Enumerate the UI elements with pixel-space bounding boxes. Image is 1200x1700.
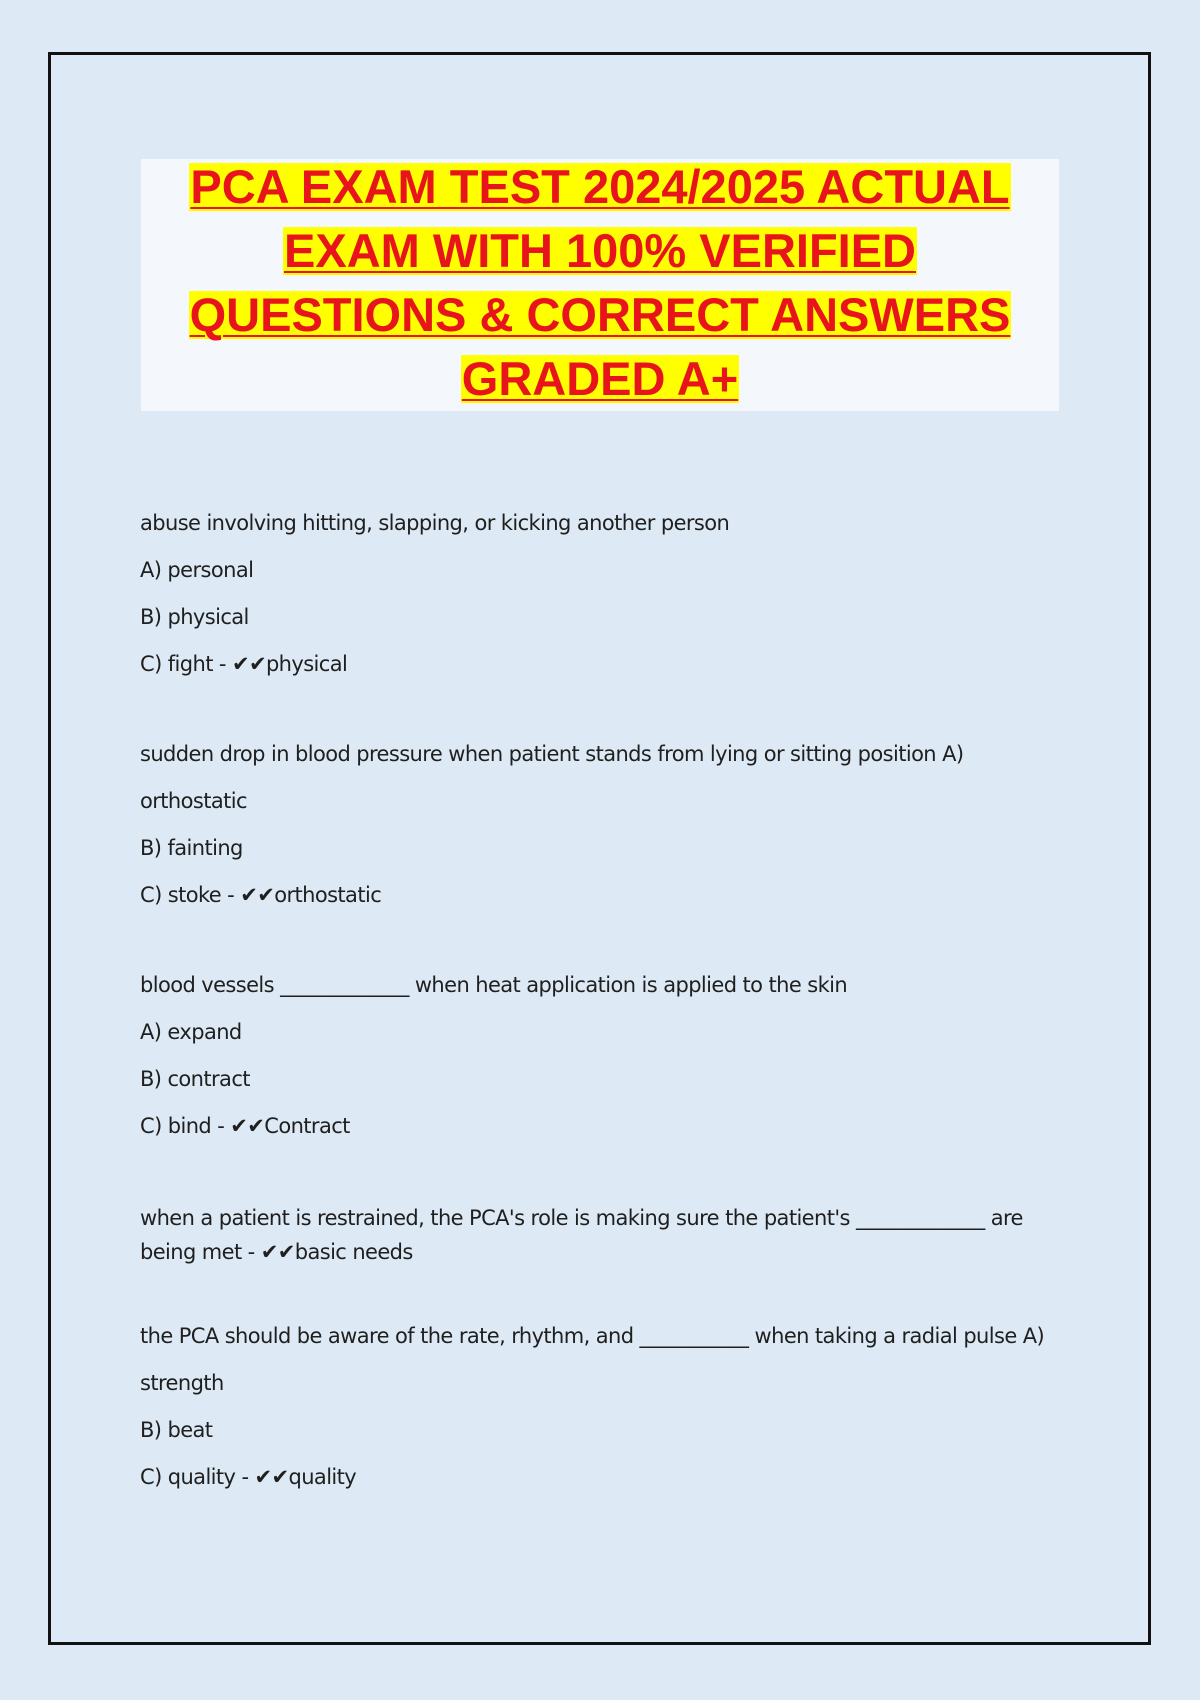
question-text: abuse involving hitting, slapping, or kicking another person xyxy=(140,511,730,535)
question-item xyxy=(140,739,1060,910)
answer-option: C) stoke - ✔✔orthostatic xyxy=(140,883,382,907)
question-item xyxy=(140,970,1060,1141)
answer-option: C) fight - ✔✔physical xyxy=(140,652,348,676)
question-text: sudden drop in blood pressure when patient stands from lying or sitting position A) xyxy=(140,742,964,766)
title-line: GRADED A+ xyxy=(461,352,739,405)
title-line: QUESTIONS & CORRECT ANSWERS xyxy=(189,288,1011,341)
question-list xyxy=(140,508,1060,1492)
title-line: PCA EXAM TEST 2024/2025 ACTUAL xyxy=(190,160,1010,213)
document-title xyxy=(141,159,1059,411)
title-line: EXAM WITH 100% VERIFIED xyxy=(284,224,916,277)
question-item xyxy=(140,1321,1060,1492)
answer-option: B) physical xyxy=(140,605,249,629)
answer-option: B) contract xyxy=(140,1067,250,1091)
answer-option: B) fainting xyxy=(140,836,243,860)
answer-option: C) bind - ✔✔Contract xyxy=(140,1114,350,1138)
answer-option: strength xyxy=(140,1371,224,1395)
answer-option: A) personal xyxy=(140,558,254,582)
question-text: the PCA should be aware of the rate, rhythm, and ___________ when taking a radial pulse A) xyxy=(140,1324,1045,1348)
question-item xyxy=(140,508,1060,679)
answer-option: C) quality - ✔✔quality xyxy=(140,1465,357,1489)
question-text: when a patient is restrained, the PCA's role is making sure the patient's _____________ are being met - ✔✔basic needs xyxy=(140,1206,1023,1264)
answer-option: A) expand xyxy=(140,1020,242,1044)
question-item xyxy=(140,1201,1060,1269)
question-text: blood vessels _____________ when heat application is applied to the skin xyxy=(140,973,848,997)
answer-option: B) beat xyxy=(140,1418,213,1442)
answer-option: orthostatic xyxy=(140,789,247,813)
